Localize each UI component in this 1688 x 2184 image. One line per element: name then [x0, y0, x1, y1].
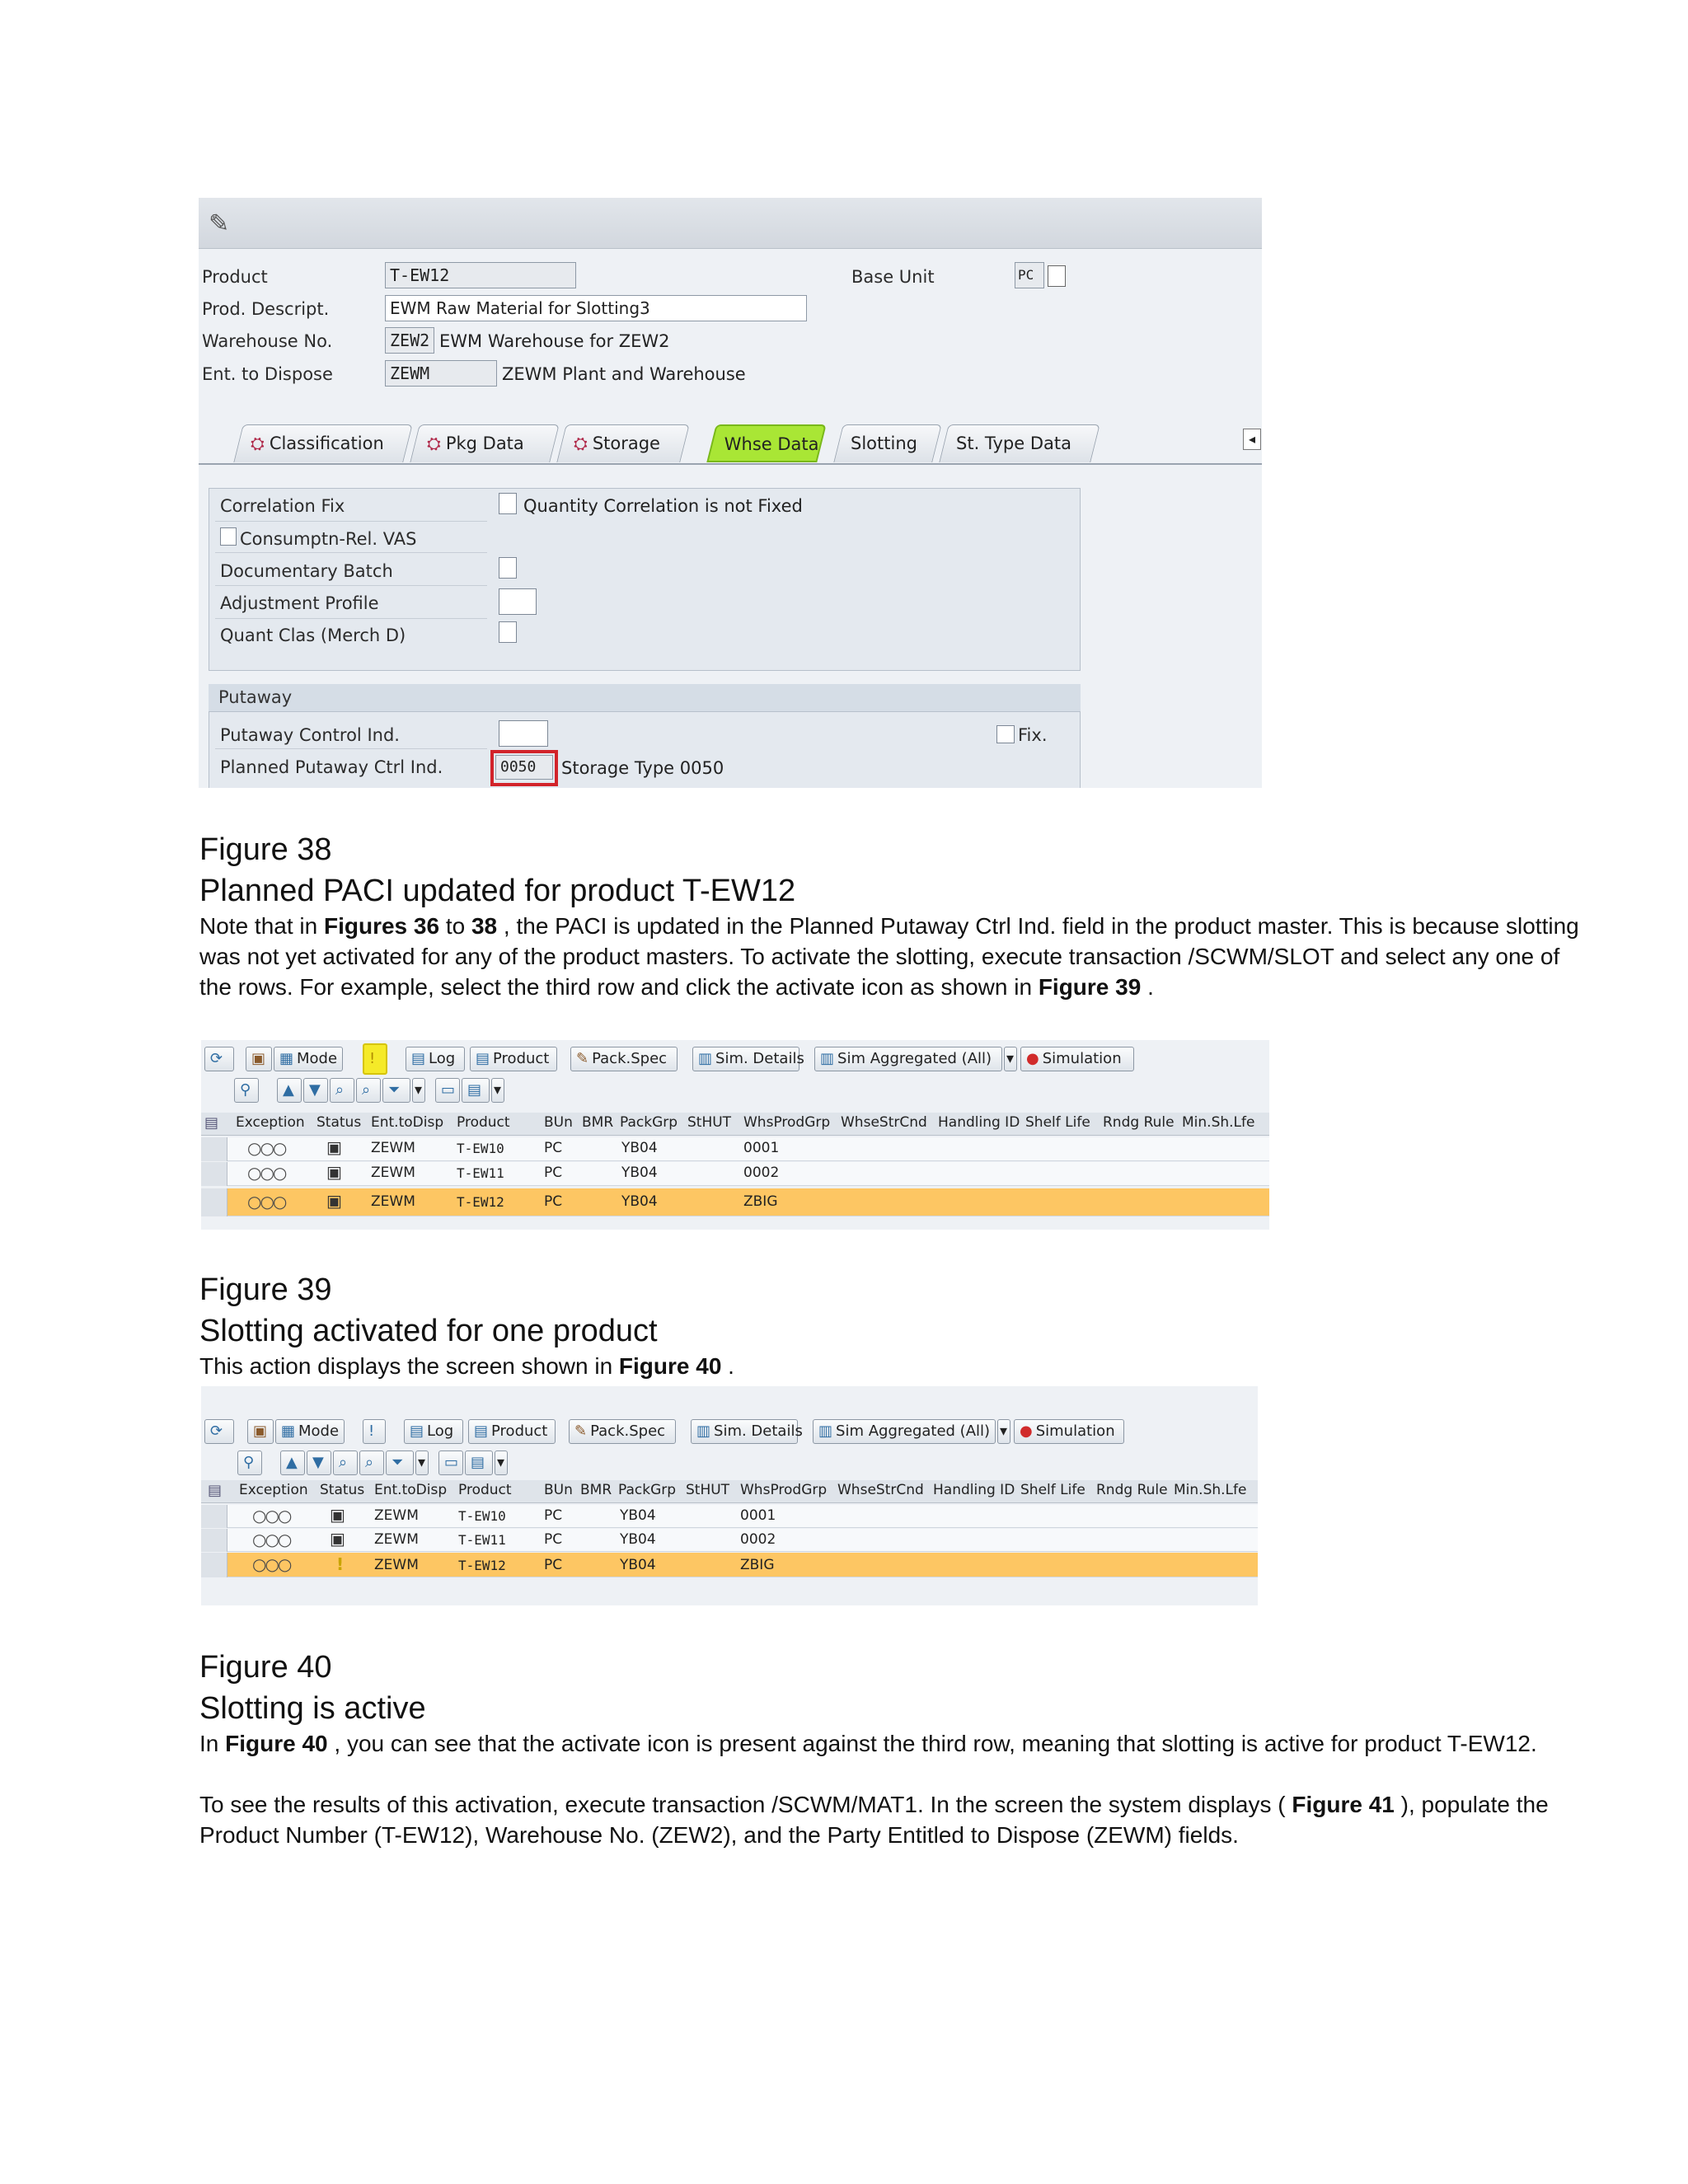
corr-fix-text: Quantity Correlation is not Fixed: [523, 496, 803, 516]
classification-icon: ⛭: [251, 434, 265, 453]
cell-bun: PC: [544, 1140, 563, 1156]
cell-packgrp: YB04: [621, 1140, 658, 1156]
cell-whsprodgrp: 0002: [743, 1165, 780, 1181]
putaway-control-field[interactable]: [499, 720, 548, 747]
ent-dispose-label: Ent. to Dispose: [202, 364, 333, 384]
figure-38-paragraph: Note that in Figures 36 to 38 , the PACI is updated in the Planned Putaway Ctrl Ind. field in the product master. This is because slotting was not yet activated for any of the product masters. To activate the slotting, execute transaction /SCWM/SLOT and select any one of the rows. For example, select the third row and click the activate icon as shown in Figure 39 .: [199, 913, 1579, 1000]
col-ent-to-disp[interactable]: Ent.toDisp: [371, 1114, 444, 1131]
exception-traffic-light-icon: ○○○: [247, 1192, 286, 1212]
figure-39-paragraph: This action displays the screen shown in Figure 40 .: [199, 1353, 734, 1379]
row-separator: [215, 521, 487, 522]
row-separator: [215, 585, 487, 586]
status-save-icon: ▣: [326, 1137, 342, 1157]
sim-details-icon: ▥: [698, 1050, 713, 1067]
activate-icon: !: [369, 1050, 376, 1067]
row-selector[interactable]: [201, 1188, 227, 1216]
table-row[interactable]: [201, 1529, 1258, 1552]
col-rndg-rule[interactable]: Rndg Rule: [1096, 1482, 1168, 1498]
filter-icon: ⏷: [392, 1454, 404, 1471]
planned-putaway-text: Storage Type 0050: [561, 758, 724, 778]
warehouse-text: EWM Warehouse for ZEW2: [439, 331, 670, 351]
log-icon: ▤: [410, 1422, 424, 1440]
col-whsestrcnd[interactable]: WhseStrCnd: [837, 1482, 924, 1498]
table-row[interactable]: [201, 1505, 1258, 1528]
sort-desc-icon: ▼: [312, 1454, 324, 1471]
col-packgrp[interactable]: PackGrp: [620, 1114, 678, 1131]
alv-toolbar-grid: [201, 1451, 1258, 1477]
pack-spec-icon: ✎: [576, 1050, 589, 1067]
col-ent-to-disp[interactable]: Ent.toDisp: [374, 1482, 448, 1498]
cell-whsprodgrp: ZBIG: [743, 1193, 778, 1210]
row-separator: [215, 552, 487, 553]
col-product[interactable]: Product: [458, 1482, 512, 1498]
col-status[interactable]: Status: [320, 1482, 365, 1498]
activate-button[interactable]: [363, 1419, 386, 1444]
activate-icon: !: [368, 1422, 375, 1440]
base-unit-label: Base Unit: [851, 267, 935, 287]
product-label: Product: [202, 267, 268, 287]
cell-packgrp: YB04: [621, 1165, 658, 1181]
warehouse-field[interactable]: ZEW2: [385, 327, 434, 354]
sim-aggregated-dropdown[interactable]: [1004, 1047, 1017, 1071]
col-min-sh-lfe[interactable]: Min.Sh.Lfe: [1182, 1114, 1255, 1131]
alv-column-header: [201, 1480, 1258, 1503]
cell-product: T-EW12: [457, 1194, 504, 1210]
sim-aggregated-icon: ▥: [818, 1422, 833, 1440]
col-product[interactable]: Product: [457, 1114, 510, 1131]
table-row[interactable]: [201, 1162, 1269, 1186]
figure-40-paragraph: In Figure 40 , you can see that the activate icon is present against the third row, meaning that slotting is active for product T-EW12.: [199, 1731, 1537, 1756]
sim-aggregated-dropdown[interactable]: [997, 1419, 1010, 1444]
details-button[interactable]: [234, 1078, 259, 1103]
simulation-icon: ●: [1026, 1050, 1039, 1067]
product-icon: ▤: [476, 1050, 490, 1067]
sim-aggregated-button[interactable]: ▥ Sim Aggregated (All): [813, 1419, 996, 1444]
base-unit-field[interactable]: PC: [1015, 262, 1044, 288]
exception-traffic-light-icon: ○○○: [247, 1163, 286, 1183]
tab-scroll-left-icon[interactable]: ◂: [1243, 429, 1261, 450]
exception-traffic-light-icon: ○○○: [252, 1530, 291, 1549]
sort-asc-icon: ▲: [283, 1081, 294, 1099]
ent-dispose-text: ZEWM Plant and Warehouse: [502, 364, 746, 384]
sim-details-button[interactable]: ▥ Sim. Details: [691, 1419, 798, 1444]
figure-41-instruction-paragraph: To see the results of this activation, execute transaction /SCWM/MAT1. In the screen the system displays ( Figure 41 ), populate the Product Number (T-EW12), Warehouse No. (ZEW2), and the Party Entitled to Dispose (ZEWM) fields.: [199, 1792, 1549, 1848]
row-selector[interactable]: [201, 1529, 227, 1552]
sim-aggregated-button[interactable]: ▥ Sim Aggregated (All): [814, 1047, 1002, 1071]
cell-product: T-EW11: [457, 1165, 504, 1181]
find-next-icon: ⌕: [362, 1081, 371, 1099]
pack-spec-icon: ✎: [574, 1422, 588, 1440]
col-packgrp[interactable]: PackGrp: [618, 1482, 677, 1498]
find-button[interactable]: [330, 1078, 354, 1103]
tab-slotting[interactable]: Slotting: [833, 424, 941, 462]
print-icon: ▭: [441, 1081, 456, 1099]
mode-icon: ▦: [279, 1050, 294, 1067]
fix-label: Fix.: [1018, 725, 1048, 745]
export-dropdown[interactable]: [495, 1451, 508, 1475]
cell-bun: PC: [544, 1165, 563, 1181]
filter-icon: ⏷: [388, 1081, 401, 1099]
product-icon: ▤: [474, 1422, 489, 1440]
export-icon: ▤: [471, 1454, 485, 1471]
table-row-selected[interactable]: [201, 1553, 1258, 1577]
col-exception[interactable]: Exception: [239, 1482, 308, 1498]
cell-ent: ZEWM: [374, 1531, 419, 1548]
sort-asc-icon: ▲: [286, 1454, 298, 1471]
sap-toolbar: [199, 198, 1262, 249]
col-status[interactable]: Status: [316, 1114, 362, 1131]
cell-packgrp: YB04: [620, 1531, 656, 1548]
save-button[interactable]: [247, 1419, 274, 1444]
cell-ent: ZEWM: [371, 1193, 415, 1210]
col-bun[interactable]: BUn: [544, 1114, 573, 1131]
putaway-control-label: Putaway Control Ind.: [220, 725, 400, 745]
chevron-down-icon: ▾: [418, 1454, 426, 1471]
cell-bun: PC: [544, 1507, 563, 1524]
exception-traffic-light-icon: ○○○: [252, 1554, 291, 1574]
select-all-icon[interactable]: ▤: [204, 1114, 219, 1132]
col-bun[interactable]: BUn: [544, 1482, 573, 1498]
row-selector[interactable]: [201, 1162, 227, 1186]
col-whsprodgrp[interactable]: WhsProdGrp: [743, 1114, 831, 1131]
product-button[interactable]: ▤ Product: [470, 1047, 557, 1071]
magnifier-icon: ⚲: [243, 1454, 255, 1471]
planned-putaway-field[interactable]: 0050: [495, 755, 553, 780]
col-exception[interactable]: Exception: [236, 1114, 305, 1131]
sort-asc-button[interactable]: [280, 1451, 305, 1475]
alv-toolbar-main: [201, 1047, 1269, 1073]
exception-traffic-light-icon: ○○○: [247, 1138, 286, 1158]
row-separator: [215, 618, 487, 619]
log-button[interactable]: ▤ Log: [406, 1047, 465, 1071]
sort-desc-icon: ▼: [309, 1081, 321, 1099]
export-dropdown[interactable]: [491, 1078, 504, 1103]
status-save-icon: ▣: [326, 1191, 342, 1211]
product-field[interactable]: T-EW12: [385, 262, 576, 288]
mode-button[interactable]: ▦ Mode: [274, 1047, 343, 1071]
row-selector[interactable]: [201, 1137, 227, 1161]
row-selector[interactable]: [201, 1505, 227, 1528]
col-min-sh-lfe[interactable]: Min.Sh.Lfe: [1174, 1482, 1247, 1498]
cell-packgrp: YB04: [620, 1507, 656, 1524]
tab-whse-data[interactable]: Whse Data: [706, 424, 826, 462]
consumptn-rel-vas-checkbox[interactable]: [220, 527, 237, 546]
select-all-icon[interactable]: ▤: [208, 1482, 223, 1499]
col-whsestrcnd[interactable]: WhseStrCnd: [841, 1114, 927, 1131]
base-unit-lookup-icon[interactable]: [1048, 265, 1066, 287]
simulation-button[interactable]: ● Simulation: [1020, 1047, 1134, 1071]
status-save-icon: ▣: [330, 1505, 345, 1525]
tab-classification[interactable]: ⛭ Classification: [233, 424, 412, 462]
cell-whsprodgrp: 0002: [740, 1531, 776, 1548]
storage-icon: ⛭: [574, 434, 588, 453]
cell-packgrp: YB04: [621, 1193, 658, 1210]
col-sthut[interactable]: StHUT: [686, 1482, 730, 1498]
table-row[interactable]: [201, 1137, 1269, 1161]
refresh-icon: ⟳: [210, 1422, 223, 1440]
figure-39-title: Slotting activated for one product: [199, 1314, 658, 1348]
pack-spec-button[interactable]: ✎ Pack.Spec: [569, 1419, 676, 1444]
activate-button[interactable]: [363, 1043, 387, 1075]
chevron-down-icon: ▾: [494, 1081, 502, 1099]
col-handling-id[interactable]: Handling ID: [933, 1482, 1015, 1498]
figure-38-number: Figure 38: [199, 832, 332, 867]
quant-clas-label: Quant Clas (Merch D): [220, 626, 406, 645]
cell-product: T-EW11: [458, 1532, 506, 1548]
col-handling-id[interactable]: Handling ID: [938, 1114, 1020, 1131]
print-icon: ▭: [444, 1454, 459, 1471]
figure-38-title: Planned PACI updated for product T-EW12: [199, 874, 796, 908]
alv-toolbar-main: [201, 1419, 1258, 1446]
edit-pen-icon[interactable]: ✎: [209, 209, 230, 238]
alv-toolbar-grid: [201, 1078, 1269, 1104]
cell-whsprodgrp: 0001: [740, 1507, 776, 1524]
cell-bun: PC: [544, 1531, 563, 1548]
doc-batch-field[interactable]: [499, 557, 517, 579]
putaway-title: Putaway: [218, 687, 293, 707]
chevron-down-icon: ▾: [1006, 1050, 1015, 1067]
find-next-button[interactable]: [356, 1078, 381, 1103]
figure-40-title: Slotting is active: [199, 1691, 426, 1726]
warehouse-label: Warehouse No.: [202, 331, 333, 351]
row-selector[interactable]: [201, 1553, 227, 1577]
tab-pkg-data[interactable]: ⛭ Pkg Data: [410, 424, 559, 462]
ent-dispose-field[interactable]: ZEWM: [385, 360, 497, 387]
save-icon: ▣: [251, 1050, 266, 1067]
corr-fix-checkbox[interactable]: [499, 493, 517, 514]
status-activate-icon: !: [336, 1554, 345, 1574]
chevron-down-icon: ▾: [1000, 1422, 1008, 1440]
pkg-data-icon: ⛭: [427, 434, 441, 453]
sim-details-icon: ▥: [696, 1422, 711, 1440]
figure-39-number: Figure 39: [199, 1272, 332, 1307]
print-button[interactable]: [435, 1078, 460, 1103]
corr-fix-label: Correlation Fix: [220, 496, 345, 516]
figure-39-slotting-grid: [201, 1040, 1269, 1230]
log-icon: ▤: [411, 1050, 426, 1067]
figure-38-product-master-screenshot: [199, 198, 1262, 788]
putaway-group-header: [209, 684, 1081, 712]
cell-product: T-EW12: [458, 1558, 506, 1573]
col-shelf-life[interactable]: Shelf Life: [1025, 1114, 1090, 1131]
pack-spec-button[interactable]: ✎ Pack.Spec: [570, 1047, 678, 1071]
filter-button[interactable]: [382, 1078, 410, 1103]
fix-checkbox[interactable]: [996, 725, 1015, 743]
col-bmr[interactable]: BMR: [580, 1482, 612, 1498]
cell-bun: PC: [544, 1193, 563, 1210]
refresh-button[interactable]: [204, 1419, 234, 1444]
row-separator: [215, 748, 487, 749]
cell-packgrp: YB04: [620, 1557, 656, 1573]
refresh-icon: ⟳: [210, 1050, 223, 1067]
cell-whsprodgrp: ZBIG: [740, 1557, 775, 1573]
tab-st-type-data[interactable]: St. Type Data: [939, 424, 1100, 462]
table-row-selected[interactable]: [201, 1188, 1269, 1216]
figure-40-slotting-grid: [201, 1386, 1258, 1605]
find-button[interactable]: [333, 1451, 358, 1475]
sort-desc-button[interactable]: [307, 1451, 331, 1475]
chevron-down-icon: ▾: [415, 1081, 423, 1099]
cell-product: T-EW10: [458, 1508, 506, 1524]
export-button[interactable]: [465, 1451, 493, 1475]
cell-ent: ZEWM: [374, 1557, 419, 1573]
find-icon: ⌕: [335, 1081, 345, 1099]
sim-aggregated-icon: ▥: [820, 1050, 835, 1067]
mode-button[interactable]: ▦ Mode: [275, 1419, 345, 1444]
cell-bun: PC: [544, 1557, 563, 1573]
doc-batch-label: Documentary Batch: [220, 561, 393, 581]
planned-putaway-label: Planned Putaway Ctrl Ind.: [220, 757, 443, 777]
tab-divider: [199, 463, 1262, 465]
save-icon: ▣: [253, 1422, 268, 1440]
quant-clas-field[interactable]: [499, 621, 517, 643]
figure-40-number: Figure 40: [199, 1650, 332, 1685]
col-shelf-life[interactable]: Shelf Life: [1020, 1482, 1085, 1498]
print-button[interactable]: [438, 1451, 463, 1475]
save-button[interactable]: [246, 1047, 272, 1071]
status-save-icon: ▣: [326, 1162, 342, 1182]
find-icon: ⌕: [339, 1454, 348, 1471]
mode-icon: ▦: [281, 1422, 296, 1440]
filter-button[interactable]: [386, 1451, 414, 1475]
prod-descr-field[interactable]: EWM Raw Material for Slotting3: [385, 295, 807, 321]
consumptn-rel-vas-label: Consumptn-Rel. VAS: [240, 529, 417, 549]
filter-dropdown[interactable]: [415, 1451, 429, 1475]
simulation-button[interactable]: ● Simulation: [1014, 1419, 1124, 1444]
status-save-icon: ▣: [330, 1529, 345, 1549]
export-icon: ▤: [467, 1081, 482, 1099]
adj-profile-label: Adjustment Profile: [220, 593, 379, 613]
export-button[interactable]: [462, 1078, 490, 1103]
col-whsprodgrp[interactable]: WhsProdGrp: [740, 1482, 828, 1498]
cell-product: T-EW10: [457, 1141, 504, 1156]
adj-profile-field[interactable]: [499, 588, 537, 615]
log-button[interactable]: ▤ Log: [404, 1419, 463, 1444]
magnifier-icon: ⚲: [240, 1081, 251, 1099]
cell-ent: ZEWM: [371, 1140, 415, 1156]
col-sthut[interactable]: StHUT: [687, 1114, 732, 1131]
prod-descr-label: Prod. Descript.: [202, 299, 330, 319]
chevron-down-icon: ▾: [497, 1454, 505, 1471]
col-bmr[interactable]: BMR: [582, 1114, 614, 1131]
alv-column-header: [201, 1113, 1269, 1136]
cell-ent: ZEWM: [371, 1165, 415, 1181]
refresh-button[interactable]: [204, 1047, 234, 1071]
sort-asc-button[interactable]: [277, 1078, 302, 1103]
simulation-icon: ●: [1020, 1422, 1033, 1440]
exception-traffic-light-icon: ○○○: [252, 1506, 291, 1526]
filter-dropdown[interactable]: [412, 1078, 425, 1103]
col-rndg-rule[interactable]: Rndg Rule: [1103, 1114, 1175, 1131]
cell-ent: ZEWM: [374, 1507, 419, 1524]
cell-whsprodgrp: 0001: [743, 1140, 780, 1156]
sort-desc-button[interactable]: [303, 1078, 328, 1103]
find-next-button[interactable]: [359, 1451, 384, 1475]
tab-storage[interactable]: ⛭ Storage: [556, 424, 689, 462]
sim-details-button[interactable]: ▥ Sim. Details: [692, 1047, 799, 1071]
find-next-icon: ⌕: [365, 1454, 374, 1471]
product-button[interactable]: ▤ Product: [468, 1419, 556, 1444]
details-button[interactable]: [237, 1451, 262, 1475]
